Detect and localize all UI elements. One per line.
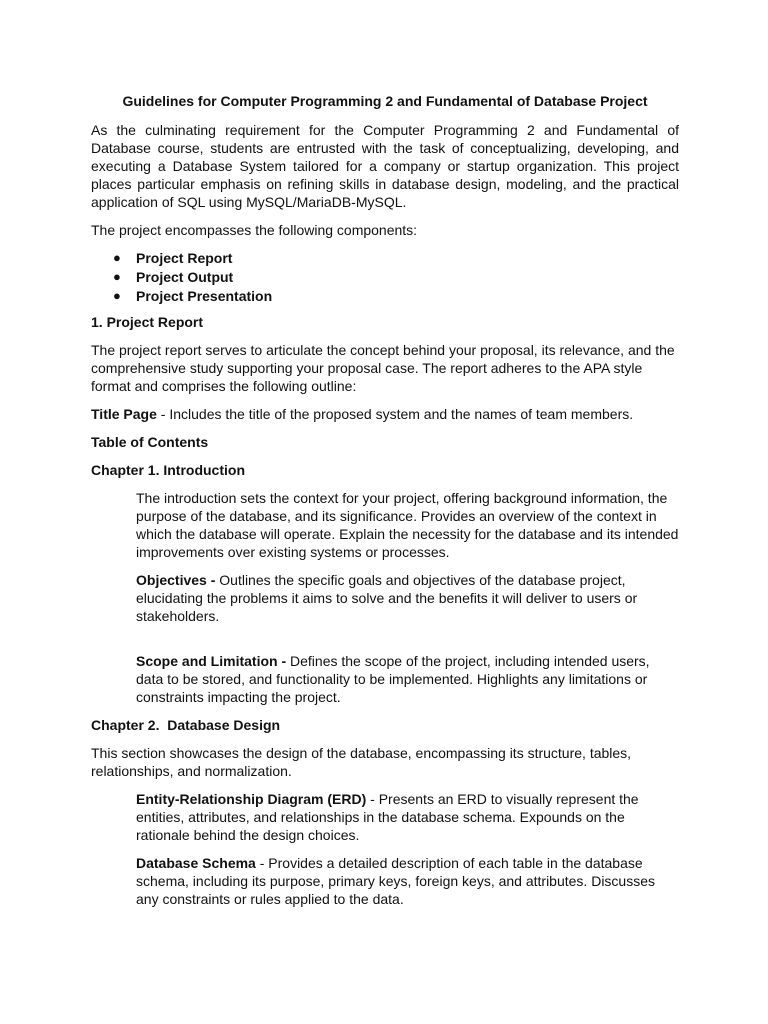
title-page-text: - Includes the title of the proposed system and the names of team members. (156, 406, 634, 422)
scope-label: Scope and Limitation - (136, 653, 287, 669)
erd-label: Entity-Relationship Diagram (ERD) (136, 791, 367, 807)
bullet-icon: ● (113, 269, 121, 284)
chapter1-intro-paragraph: The introduction sets the context for your project, offering background information, the purpose of the database, and its significance. Provides an overview of the context in which the database will operate. Explain the necessity for the database and its intended improvements over existing systems or processes. (136, 490, 679, 560)
erd-paragraph (136, 790, 679, 844)
list-item-label: Project Presentation (136, 288, 273, 304)
list-item-label: Project Output (136, 269, 234, 285)
chapter2-heading: Chapter 2. Database Design (91, 717, 281, 733)
title-page-paragraph (91, 405, 679, 423)
toc-heading: Table of Contents (91, 434, 209, 450)
components-list (91, 249, 679, 305)
chapter2-content (136, 790, 679, 908)
scope-paragraph (136, 652, 679, 706)
erd-text: - Presents an ERD to visually represent the entities, attributes, and relationships in the database schema. Expounds on the rationale behind the design choices. (136, 791, 639, 843)
section-heading-project-report: 1. Project Report (91, 314, 204, 330)
bullet-icon: ● (113, 250, 121, 265)
objectives-paragraph (136, 571, 679, 625)
schema-label: Database Schema (136, 855, 256, 871)
list-item (113, 287, 679, 305)
blank-line (136, 635, 679, 652)
project-report-paragraph: The project report serves to articulate the concept behind your proposal, its relevance, and the comprehensive study supporting your proposal case. The report adheres to the APA style format and comprises the following outline: (91, 342, 675, 394)
chapter1-heading: Chapter 1. Introduction (91, 462, 245, 478)
scope-text: Defines the scope of the project, including intended users, data to be stored, and functionality to be implemented. Highlights any limitations or constraints impacting the project. (136, 653, 650, 705)
list-item (113, 268, 679, 286)
schema-paragraph (136, 854, 679, 908)
chapter1-content (136, 489, 679, 706)
objectives-label: Objectives - (136, 572, 216, 588)
list-item (113, 249, 679, 267)
schema-text: - Provides a detailed description of each table in the database schema, including its purpose, primary keys, foreign keys, and attributes. Discusses any constraints or rules applied to the data. (136, 855, 656, 907)
components-intro: The project encompasses the following components: (91, 222, 418, 238)
title-page-label: Title Page (91, 406, 157, 422)
list-item-label: Project Report (136, 250, 233, 266)
intro-paragraph: As the culminating requirement for the Computer Programming 2 and Fundamental of Database course, students are entrusted with the task of conceptualizing, developing, and executing a Database System tailored for a company or startup organization. This project places particular emphasis on refining skills in database design, modeling, and the practical application of SQL using MySQL/MariaDB-MySQL. (91, 122, 679, 210)
document-body (91, 92, 679, 918)
document-title: Guidelines for Computer Programming 2 and Fundamental of Database Project (122, 93, 648, 109)
objectives-text: Outlines the specific goals and objectives of the database project, elucidating the problems it aims to solve and the benefits it will deliver to users or stakeholders. (136, 572, 638, 624)
bullet-icon: ● (113, 288, 121, 303)
chapter2-intro-paragraph: This section showcases the design of the database, encompassing its structure, tables, relationships, and normalization. (91, 745, 632, 779)
